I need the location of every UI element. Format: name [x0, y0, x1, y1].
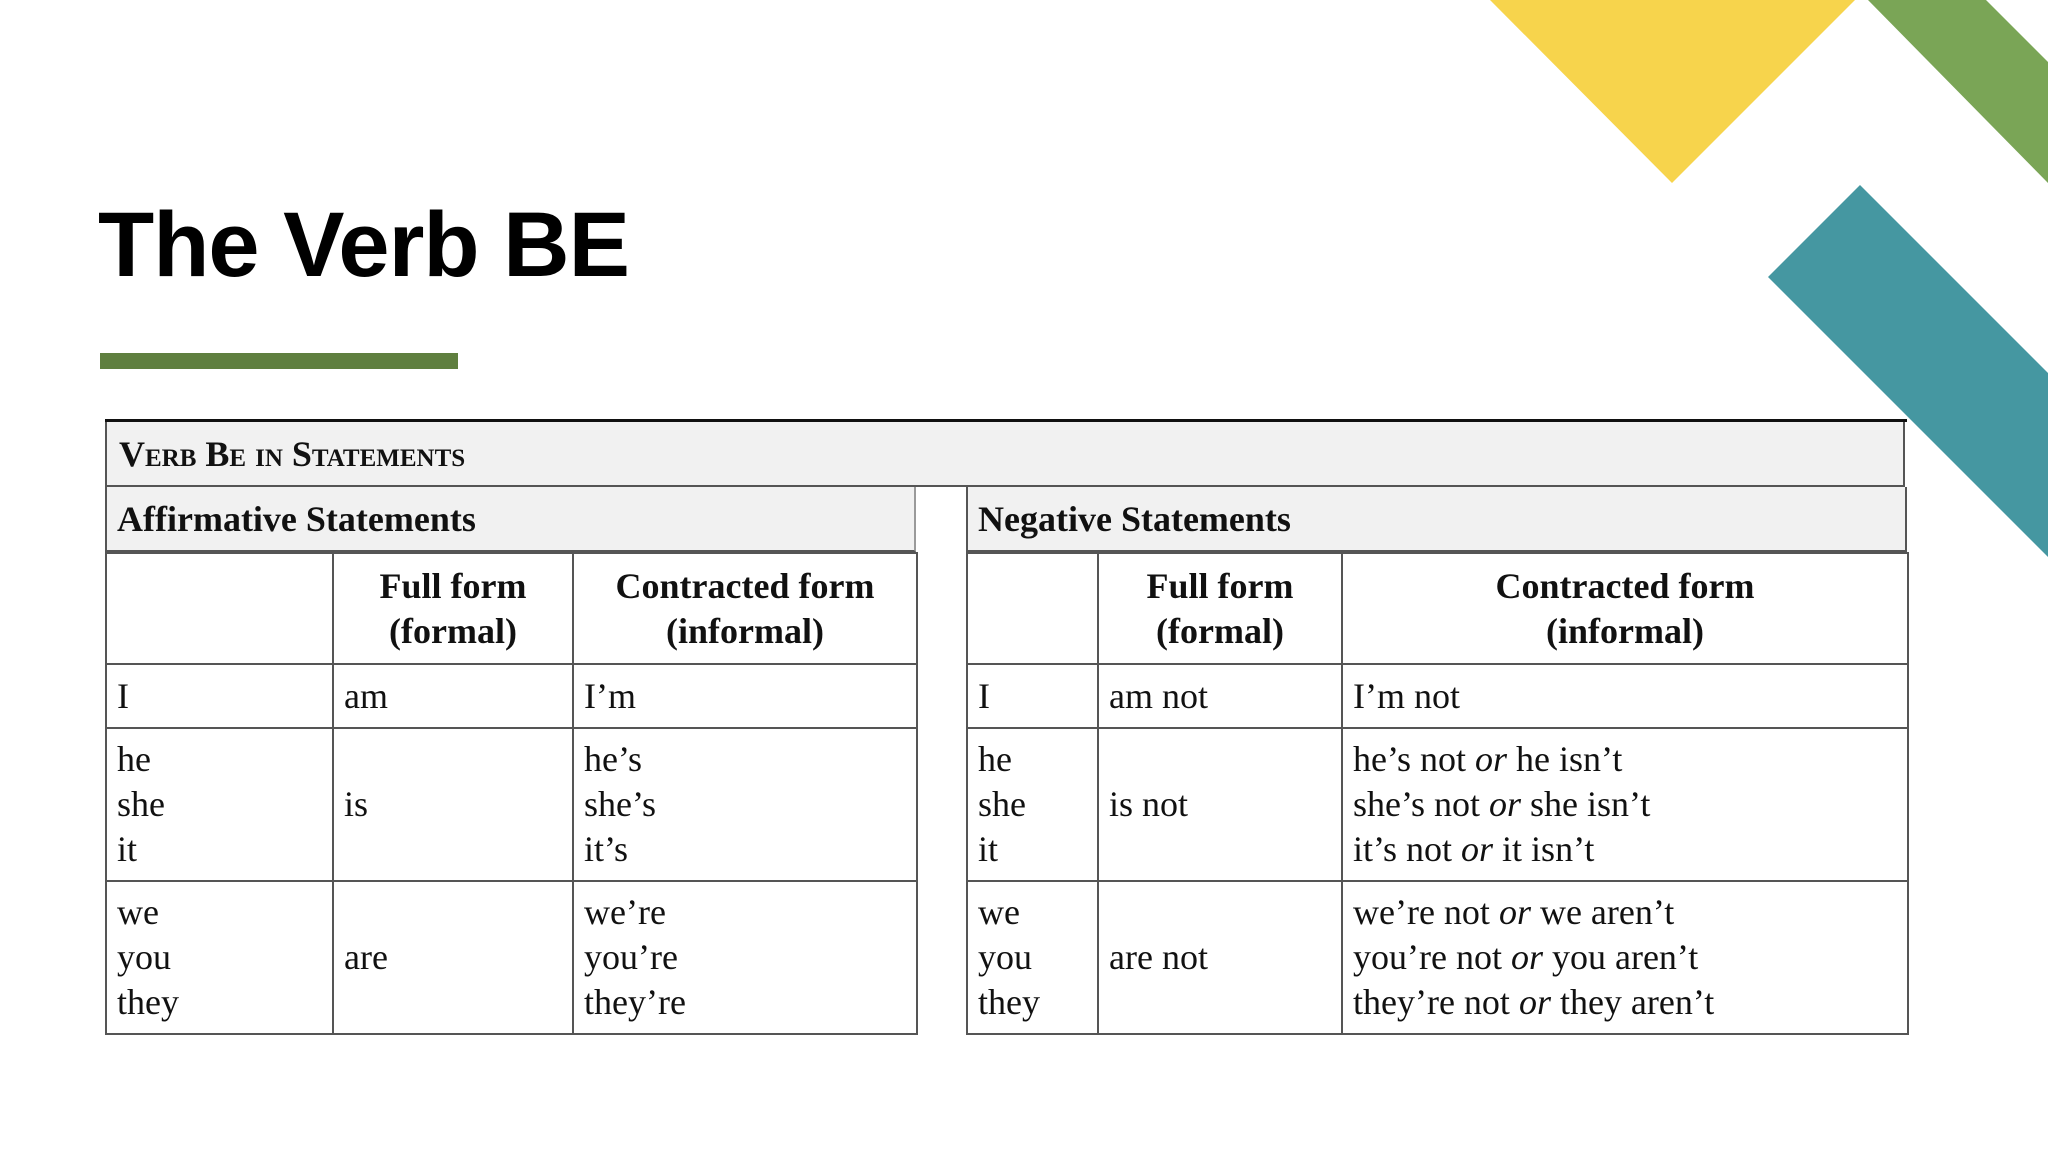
alternative-form: it isn’t — [1502, 829, 1595, 869]
slide-title: The Verb BE — [98, 194, 629, 296]
alternative-form: he isn’t — [1516, 739, 1623, 779]
subject: I — [117, 675, 129, 716]
affirmative-heading: Affirmative Statements — [105, 487, 916, 552]
negative-section — [966, 487, 1907, 1035]
contracted-form: she’s — [584, 784, 656, 824]
full-form-cell: is not — [1098, 728, 1342, 881]
contracted-form: we’re — [584, 892, 666, 932]
subject-cell — [967, 728, 1098, 881]
contracted-form: she’s not — [1353, 784, 1481, 824]
contracted-form-cell — [573, 728, 917, 881]
subject: they — [117, 982, 179, 1022]
or-connector: or — [1489, 784, 1522, 824]
table-row — [106, 881, 917, 1034]
or-connector: or — [1498, 892, 1531, 932]
subject: we — [978, 892, 1020, 932]
contracted-form-cell — [573, 881, 917, 1034]
contracted-form: he’s not — [1353, 739, 1466, 779]
contracted-form: he’s — [584, 739, 642, 779]
alternative-form: you aren’t — [1551, 937, 1699, 977]
header-line: Full form — [379, 565, 527, 606]
subject-cell — [106, 664, 333, 728]
alternative-form: we aren’t — [1539, 892, 1675, 932]
header-line: (formal) — [1156, 610, 1284, 651]
alternative-form: they aren’t — [1559, 982, 1715, 1022]
subject: we — [117, 892, 159, 932]
subject-cell — [967, 664, 1098, 728]
contracted-form: I’m — [584, 675, 636, 716]
or-connector: or — [1475, 739, 1508, 779]
subject-cell — [106, 728, 333, 881]
contracted-form: they’re — [584, 982, 686, 1022]
table-row — [106, 728, 917, 881]
contracted-form: they’re not — [1353, 982, 1510, 1022]
subject: it — [978, 829, 999, 869]
subject: he — [117, 739, 151, 779]
subject: she — [117, 784, 165, 824]
affirmative-header-row — [106, 553, 917, 664]
or-connector: or — [1518, 982, 1551, 1022]
contracted-form: I’m not — [1353, 675, 1460, 716]
table-row — [106, 664, 917, 728]
header-line: Full form — [1146, 565, 1294, 606]
contracted-form-cell — [1342, 664, 1908, 728]
contracted-form-line — [1353, 737, 1897, 782]
affirmative-full-form-header — [333, 553, 573, 664]
negative-header-row — [967, 553, 1908, 664]
table-row — [967, 881, 1908, 1034]
contracted-form-line — [1353, 827, 1897, 872]
yellow-triangle-shape — [1490, 0, 1855, 183]
table-row — [967, 728, 1908, 881]
subject: I — [978, 675, 990, 716]
green-band-shape — [1868, 0, 2048, 183]
full-form-cell: are not — [1098, 881, 1342, 1034]
subject-cell — [967, 881, 1098, 1034]
or-connector: or — [1461, 829, 1494, 869]
title-underline — [100, 353, 458, 369]
header-line: (informal) — [666, 610, 824, 651]
table-row — [967, 664, 1908, 728]
contracted-form-cell — [1342, 881, 1908, 1034]
affirmative-section — [105, 487, 916, 1035]
negative-subject-header — [967, 553, 1098, 664]
subject: you — [117, 937, 171, 977]
contracted-form-line — [1353, 980, 1897, 1025]
negative-contracted-form-header — [1342, 553, 1908, 664]
full-form-cell: are — [333, 881, 573, 1034]
contracted-form-cell — [573, 664, 917, 728]
or-connector: or — [1510, 937, 1543, 977]
contracted-form: you’re — [584, 937, 678, 977]
negative-heading: Negative Statements — [966, 487, 1907, 552]
subject: it — [117, 829, 138, 869]
contracted-form-line — [1353, 890, 1897, 935]
subject-cell — [106, 881, 333, 1034]
contracted-form: you’re not — [1353, 937, 1502, 977]
header-line: (informal) — [1546, 610, 1704, 651]
table-banner — [105, 422, 1905, 487]
subject: she — [978, 784, 1026, 824]
full-form-cell: is — [333, 728, 573, 881]
subject: you — [978, 937, 1032, 977]
header-line: (formal) — [389, 610, 517, 651]
header-line: Contracted form — [1495, 565, 1755, 606]
contracted-form-line — [1353, 935, 1897, 980]
contracted-form: we’re not — [1353, 892, 1490, 932]
affirmative-contracted-form-header — [573, 553, 917, 664]
header-line: Contracted form — [615, 565, 875, 606]
table-banner-title: Verb Be in Statements — [119, 434, 466, 474]
contracted-form: it’s — [584, 829, 629, 869]
full-form-cell: am — [333, 664, 573, 728]
contracted-form: it’s not — [1353, 829, 1453, 869]
subject: they — [978, 982, 1040, 1022]
negative-table — [966, 552, 1909, 1035]
affirmative-subject-header — [106, 553, 333, 664]
contracted-form-line — [1353, 782, 1897, 827]
full-form-cell: am not — [1098, 664, 1342, 728]
contracted-form-cell — [1342, 728, 1908, 881]
alternative-form: she isn’t — [1530, 784, 1651, 824]
affirmative-table — [105, 552, 918, 1035]
subject: he — [978, 739, 1012, 779]
negative-full-form-header — [1098, 553, 1342, 664]
